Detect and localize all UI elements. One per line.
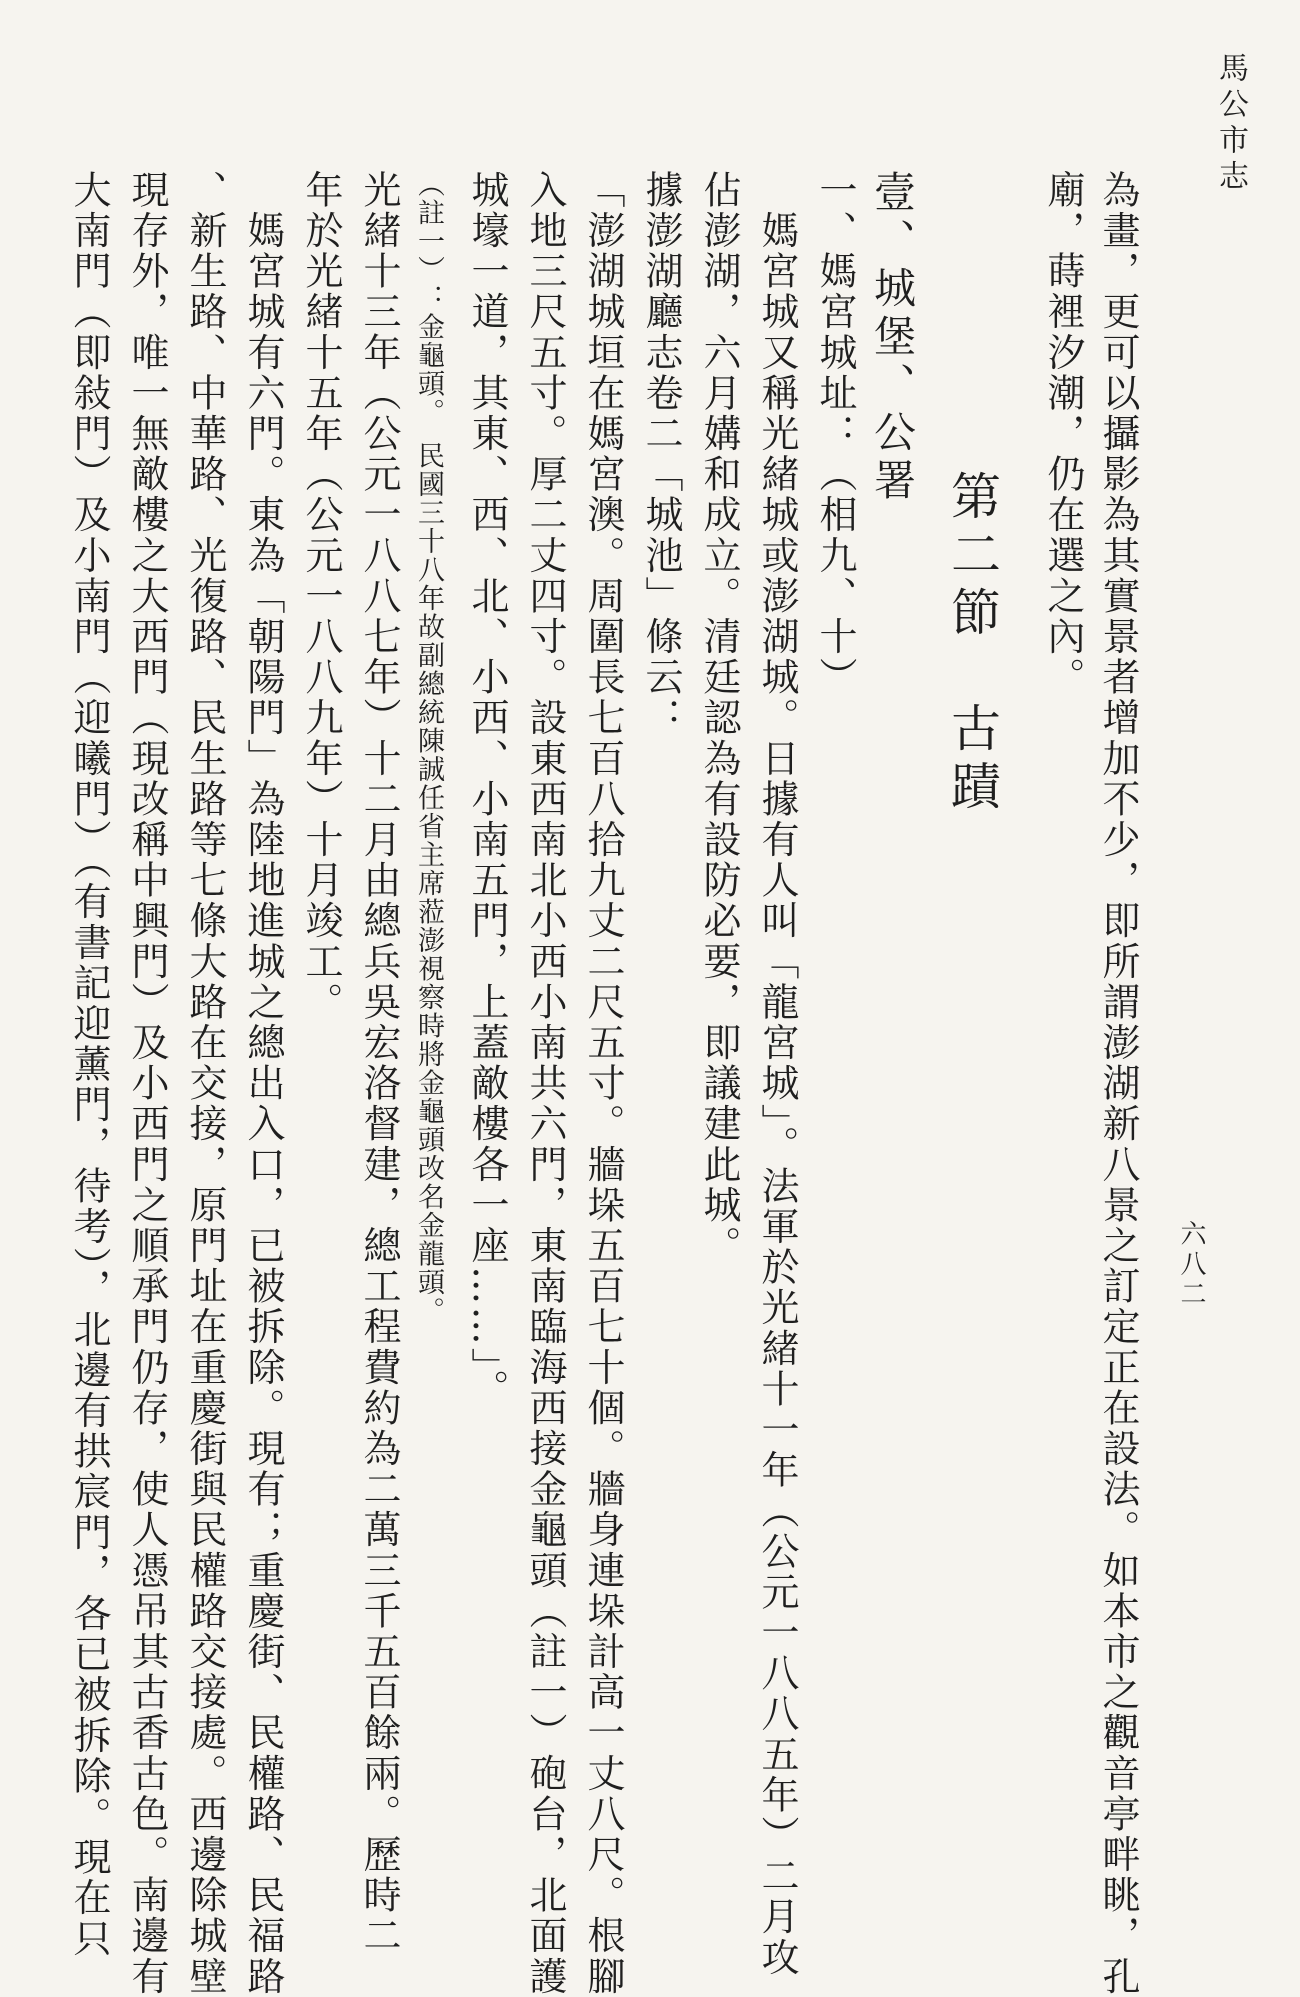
footnote: （註一）：金龜頭。 民國三十八年故副總統陳誠任省主席蒞澎視察時將金龜頭改名金龍頭。 bbox=[413, 170, 444, 1325]
text-column: 年於光緒十五年（公元一八八九年）十月竣工。 bbox=[299, 170, 343, 1023]
text-column: 大南門（即敍門）及小南門（迎曦門）（有書記迎薰門，待考），北邊有拱宸門，各已被拆除。現在只 bbox=[67, 170, 111, 1959]
quote-column: 「澎湖城垣在媽宮澳。周圍長七百八拾九丈二尺五寸。牆垛五百七十個。牆身連垛計高一丈八尺。根腳 bbox=[581, 170, 625, 1997]
quote-column: 入地三尺五寸。厚二丈四寸。設東西南北小西小南共六門，東南臨海西接金龜頭（註一）砲台，北面護 bbox=[523, 170, 567, 1997]
text-column: 佔澎湖，六月媾和成立。清廷認為有設防必要，即議建此城。 bbox=[697, 170, 741, 1267]
section-heading: 第二節 古蹟 bbox=[943, 470, 1001, 818]
text-column: 媽宮城又稱光緒城或澎湖城。日據有人叫「龍宮城」。法軍於光緒十一年（公元一八八五年）二月攻 bbox=[755, 170, 799, 1978]
item-heading: 一、媽宮城址：（相九、十） bbox=[813, 170, 857, 698]
text-column: 媽宮城有六門。東為「朝陽門」為陸地進城之總出入口，已被拆除。現有；重慶街、民權路、民福路 bbox=[241, 170, 285, 1997]
text-column: 光緒十三年（公元一八八七年）十二月由總兵吳宏洛督建，總工程費約為二萬三千五百餘兩。歷時二 bbox=[357, 170, 401, 1957]
text-column: 據澎湖廳志卷二「城池」條云： bbox=[639, 170, 683, 739]
text-column: 廟，蒔裡汐潮，仍在選之內。 bbox=[1041, 170, 1085, 698]
page-header: 馬公市志 bbox=[1213, 52, 1248, 196]
text-column: 、新生路、中華路、光復路、民生路等七條大路在交接，原門址在重慶街與民權路交接處。西邊除城壁 bbox=[183, 170, 227, 1997]
subsection-heading: 壹、城堡、公署 bbox=[868, 170, 917, 506]
page-number: 六八二 bbox=[1176, 1220, 1206, 1310]
text-column: 現存外，唯一無敵樓之大西門（現改稱中興門）及小西門之順承門仍存，使人憑吊其古香古色。南邊有 bbox=[125, 170, 169, 1997]
text-column: 為畫，更可以攝影為其實景者增加不少，即所謂澎湖新八景之訂定正在設法。如本市之觀音亭畔眺，孔 bbox=[1096, 170, 1140, 1997]
quote-column: 城壕一道，其東、西、北、小西、小南五門，上蓋敵樓各一座……」。 bbox=[465, 170, 509, 1410]
